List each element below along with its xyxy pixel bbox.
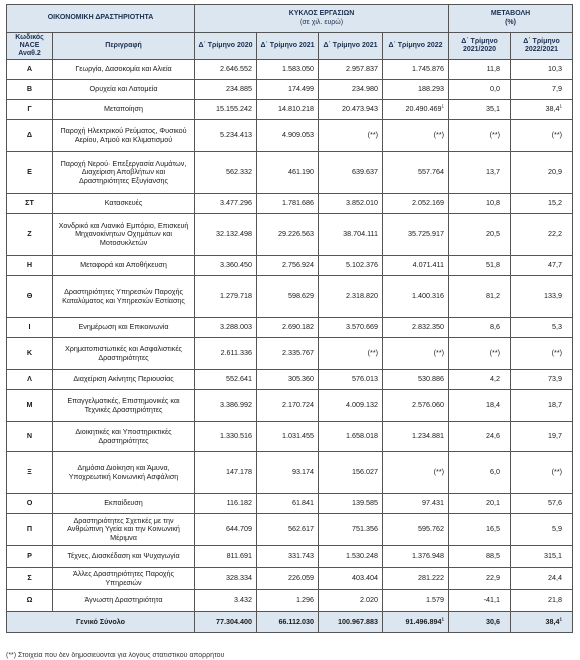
row-value-2: 331.743: [257, 546, 319, 568]
row-change-1: 0,0: [449, 80, 511, 100]
table-row: [7, 100, 573, 120]
row-description: Παροχή Ηλεκτρικού Ρεύματος, Φυσικού Αερίου, Ατμού και Κλιματισμού: [53, 120, 195, 152]
row-change-2: (**): [511, 452, 573, 494]
row-description: Δημόσια Διοίκηση και Άμυνα, Υποχρεωτική Κοινωνική Ασφάλιση: [53, 452, 195, 494]
row-change-2: 10,3: [511, 60, 573, 80]
row-description: Μεταφορά και Αποθήκευση: [53, 256, 195, 276]
row-code: ΣΤ: [7, 194, 53, 214]
row-value-1: 5.234.413: [195, 120, 257, 152]
row-value-4: 20.490.469$^1$: [383, 100, 449, 120]
row-value-1: 562.332: [195, 152, 257, 194]
row-value-2: 1.296: [257, 590, 319, 612]
table-row: [7, 194, 573, 214]
period-header-1: Δ΄ Τρίμηνο 2020: [195, 33, 257, 60]
row-value-1: 811.691: [195, 546, 257, 568]
total-label: Γενικό Σύνολο: [7, 612, 195, 633]
row-description: Ορυχεία και Λατομεία: [53, 80, 195, 100]
row-value-4: 1.234.881: [383, 422, 449, 452]
row-change-1: 81,2: [449, 276, 511, 318]
row-change-1: 51,8: [449, 256, 511, 276]
row-value-4: 595.762: [383, 514, 449, 546]
row-change-1: 24,6: [449, 422, 511, 452]
row-value-4: 1.745.876: [383, 60, 449, 80]
row-change-2: 57,6: [511, 494, 573, 514]
row-code: Μ: [7, 390, 53, 422]
table-row: [7, 546, 573, 568]
row-value-3: 5.102.376: [319, 256, 383, 276]
row-value-3: 403.404: [319, 568, 383, 590]
row-description: Δραστηριότητες Υπηρεσιών Παροχής Καταλύματος και Υπηρεσιών Εστίασης: [53, 276, 195, 318]
row-value-1: 328.334: [195, 568, 257, 590]
row-value-1: 3.477.296: [195, 194, 257, 214]
row-change-1: 88,5: [449, 546, 511, 568]
row-value-2: 1.781.686: [257, 194, 319, 214]
row-value-3: 3.570.669: [319, 318, 383, 338]
row-value-4: 1.400.316: [383, 276, 449, 318]
period-header-2: Δ΄ Τρίμηνο 2021: [257, 33, 319, 60]
row-description: Ενημέρωση και Επικοινωνία: [53, 318, 195, 338]
table-row: [7, 318, 573, 338]
row-code: Π: [7, 514, 53, 546]
row-value-3: 4.009.132: [319, 390, 383, 422]
row-value-2: 14.810.218: [257, 100, 319, 120]
row-change-2: 19,7: [511, 422, 573, 452]
row-change-1: 20,5: [449, 214, 511, 256]
row-value-3: 20.473.943: [319, 100, 383, 120]
row-value-3: 3.852.010: [319, 194, 383, 214]
table-row: [7, 214, 573, 256]
row-value-1: 3.386.992: [195, 390, 257, 422]
total-row: [7, 612, 573, 633]
row-change-1: -41,1: [449, 590, 511, 612]
row-code: Κ: [7, 338, 53, 370]
period-header-4: Δ΄ Τρίμηνο 2022: [383, 33, 449, 60]
row-description: Παροχή Νερού· Επεξεργασία Λυμάτων, Διαχείριση Αποβλήτων και Δραστηριότητες Εξυγίανσης: [53, 152, 195, 194]
row-change-2: 73,9: [511, 370, 573, 390]
activity-header: ΟΙΚΟΝΟΜΙΚΗ ΔΡΑΣΤΗΡΙΟΤΗΤΑ: [7, 5, 195, 33]
table-row: [7, 152, 573, 194]
row-code: Ι: [7, 318, 53, 338]
row-change-2: 5,9: [511, 514, 573, 546]
row-value-1: 3.360.450: [195, 256, 257, 276]
row-value-1: 1.330.516: [195, 422, 257, 452]
row-change-1: 13,7: [449, 152, 511, 194]
row-change-2: 7,9: [511, 80, 573, 100]
row-value-3: 2.318.820: [319, 276, 383, 318]
row-value-4: (**): [383, 452, 449, 494]
row-value-1: 147.178: [195, 452, 257, 494]
row-value-1: 2.611.336: [195, 338, 257, 370]
row-code: Ω: [7, 590, 53, 612]
row-description: Γεωργία, Δασοκομία και Αλιεία: [53, 60, 195, 80]
row-value-4: (**): [383, 120, 449, 152]
row-change-2: 20,9: [511, 152, 573, 194]
row-value-1: 15.155.242: [195, 100, 257, 120]
row-value-4: 2.832.350: [383, 318, 449, 338]
row-value-4: (**): [383, 338, 449, 370]
row-change-1: 8,6: [449, 318, 511, 338]
row-code: Ρ: [7, 546, 53, 568]
row-value-2: 2.690.182: [257, 318, 319, 338]
row-value-2: 1.031.455: [257, 422, 319, 452]
row-description: Χονδρικό και Λιανικό Εμπόριο, Επισκευή Μηχανοκίνητων Οχημάτων και Μοτοσυκλετών: [53, 214, 195, 256]
row-change-1: (**): [449, 338, 511, 370]
row-code: Σ: [7, 568, 53, 590]
table-row: [7, 276, 573, 318]
row-value-3: 139.585: [319, 494, 383, 514]
table-row: [7, 590, 573, 612]
row-value-2: 93.174: [257, 452, 319, 494]
row-change-2: 133,9: [511, 276, 573, 318]
row-change-2: 22,2: [511, 214, 573, 256]
row-code: Ζ: [7, 214, 53, 256]
table-row: [7, 80, 573, 100]
row-value-2: 305.360: [257, 370, 319, 390]
row-change-2: 38,4$^1$: [511, 100, 573, 120]
row-value-3: (**): [319, 338, 383, 370]
row-description: Χρηματοπιστωτικές και Ασφαλιστικές Δραστηριότητες: [53, 338, 195, 370]
code-column-header: Κωδικός NACE Αναθ.2: [7, 33, 53, 60]
row-value-2: 174.499: [257, 80, 319, 100]
row-value-4: 1.579: [383, 590, 449, 612]
row-change-1: 11,8: [449, 60, 511, 80]
row-value-3: 234.980: [319, 80, 383, 100]
row-value-4: 557.764: [383, 152, 449, 194]
row-code: Γ: [7, 100, 53, 120]
turnover-table: [6, 4, 573, 633]
row-code: Ε: [7, 152, 53, 194]
table-row: [7, 390, 573, 422]
row-value-2: 2.335.767: [257, 338, 319, 370]
row-value-4: 97.431: [383, 494, 449, 514]
table-row: [7, 514, 573, 546]
row-change-1: 35,1: [449, 100, 511, 120]
row-change-2: 24,4: [511, 568, 573, 590]
row-code: Θ: [7, 276, 53, 318]
period-header-3: Δ΄ Τρίμηνο 2021: [319, 33, 383, 60]
row-value-4: 188.293: [383, 80, 449, 100]
total-value-3: 100.967.883: [319, 612, 383, 633]
row-value-1: 3.288.003: [195, 318, 257, 338]
row-change-2: 15,2: [511, 194, 573, 214]
row-description: Μεταποίηση: [53, 100, 195, 120]
row-value-4: 281.222: [383, 568, 449, 590]
row-change-1: 10,8: [449, 194, 511, 214]
table-row: [7, 422, 573, 452]
row-description: Διαχείριση Ακίνητης Περιουσίας: [53, 370, 195, 390]
row-value-3: 751.356: [319, 514, 383, 546]
row-change-2: 47,7: [511, 256, 573, 276]
row-change-1: 6,0: [449, 452, 511, 494]
table-row: [7, 568, 573, 590]
row-code: Β: [7, 80, 53, 100]
change-header: ΜΕΤΑΒΟΛΗ (%): [449, 5, 573, 33]
row-value-2: 2.170.724: [257, 390, 319, 422]
row-change-2: 315,1: [511, 546, 573, 568]
row-value-4: 2.052.169: [383, 194, 449, 214]
change-header-2: Δ΄ Τρίμηνο 2022/2021: [511, 33, 573, 60]
row-change-1: 18,4: [449, 390, 511, 422]
table-row: [7, 120, 573, 152]
row-value-2: 562.617: [257, 514, 319, 546]
row-value-1: 644.709: [195, 514, 257, 546]
row-value-2: 2.756.924: [257, 256, 319, 276]
row-description: Άλλες Δραστηριότητες Παροχής Υπηρεσιών: [53, 568, 195, 590]
row-change-1: 16,5: [449, 514, 511, 546]
table-row: [7, 338, 573, 370]
row-value-1: 234.885: [195, 80, 257, 100]
footnote: (**) Στοιχεία που δεν δημοσιεύονται για λόγους στατιστικού απορρήτου: [6, 652, 225, 659]
row-value-1: 2.646.552: [195, 60, 257, 80]
table-row: [7, 494, 573, 514]
total-value-4: 91.496.894$^1$: [383, 612, 449, 633]
total-change-2: 38,4$^1$: [511, 612, 573, 633]
table-row: [7, 452, 573, 494]
row-value-1: 1.279.718: [195, 276, 257, 318]
row-value-2: 4.909.053: [257, 120, 319, 152]
row-description: Δραστηριότητες Σχετικές με την Ανθρώπινη Υγεία και την Κοινωνική Μέριμνα: [53, 514, 195, 546]
row-value-1: 3.432: [195, 590, 257, 612]
row-value-3: (**): [319, 120, 383, 152]
row-value-4: 35.725.917: [383, 214, 449, 256]
row-value-2: 226.059: [257, 568, 319, 590]
row-change-1: (**): [449, 120, 511, 152]
row-description: Άγνωστη Δραστηριότητα: [53, 590, 195, 612]
row-value-4: 4.071.411: [383, 256, 449, 276]
row-change-1: 4,2: [449, 370, 511, 390]
row-value-4: 2.576.060: [383, 390, 449, 422]
row-change-1: 20,1: [449, 494, 511, 514]
row-description: Εκπαίδευση: [53, 494, 195, 514]
row-value-4: 530.886: [383, 370, 449, 390]
table-row: [7, 60, 573, 80]
row-change-1: 22,9: [449, 568, 511, 590]
row-code: Ο: [7, 494, 53, 514]
row-value-2: 29.226.563: [257, 214, 319, 256]
row-value-1: 32.132.498: [195, 214, 257, 256]
row-change-2: (**): [511, 338, 573, 370]
total-value-1: 77.304.400: [195, 612, 257, 633]
row-value-3: 1.530.248: [319, 546, 383, 568]
row-value-3: 1.658.018: [319, 422, 383, 452]
row-value-2: 598.629: [257, 276, 319, 318]
row-value-2: 461.190: [257, 152, 319, 194]
row-change-2: 5,3: [511, 318, 573, 338]
row-change-2: 21,8: [511, 590, 573, 612]
row-value-2: 61.841: [257, 494, 319, 514]
row-code: Ν: [7, 422, 53, 452]
total-value-2: 66.112.030: [257, 612, 319, 633]
row-change-2: (**): [511, 120, 573, 152]
row-change-2: 18,7: [511, 390, 573, 422]
table-row: [7, 256, 573, 276]
row-code: Ξ: [7, 452, 53, 494]
row-value-4: 1.376.948: [383, 546, 449, 568]
description-column-header: Περιγραφή: [53, 33, 195, 60]
change-header-1: Δ΄ Τρίμηνο 2021/2020: [449, 33, 511, 60]
row-description: Διοικητικές και Υποστηρικτικές Δραστηριότητες: [53, 422, 195, 452]
row-code: Α: [7, 60, 53, 80]
row-value-3: 639.637: [319, 152, 383, 194]
row-code: Δ: [7, 120, 53, 152]
row-description: Τέχνες, Διασκέδαση και Ψυχαγωγία: [53, 546, 195, 568]
row-code: Η: [7, 256, 53, 276]
row-value-3: 38.704.111: [319, 214, 383, 256]
turnover-header: ΚΥΚΛΟΣ ΕΡΓΑΣΙΩΝ (σε χιλ. ευρώ): [195, 5, 449, 33]
row-value-3: 2.957.837: [319, 60, 383, 80]
row-value-1: 116.182: [195, 494, 257, 514]
row-description: Κατασκευές: [53, 194, 195, 214]
row-description: Επαγγελματικές, Επιστημονικές και Τεχνικές Δραστηριότητες: [53, 390, 195, 422]
row-value-3: 2.020: [319, 590, 383, 612]
row-value-2: 1.583.050: [257, 60, 319, 80]
row-value-1: 552.641: [195, 370, 257, 390]
row-code: Λ: [7, 370, 53, 390]
row-value-3: 156.027: [319, 452, 383, 494]
table-row: [7, 370, 573, 390]
total-change-1: 30,6: [449, 612, 511, 633]
row-value-3: 576.013: [319, 370, 383, 390]
